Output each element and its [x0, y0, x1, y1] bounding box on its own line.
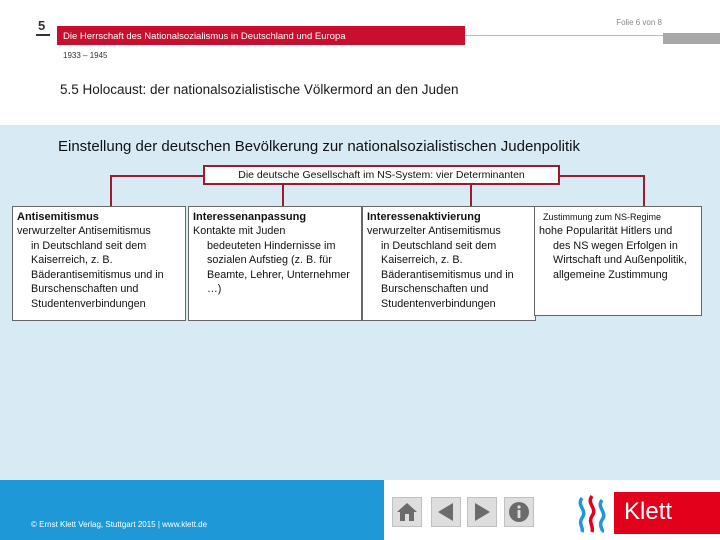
previous-button[interactable]	[431, 497, 461, 527]
determinant-box-interessenaktivierung	[362, 206, 536, 321]
determinant-text-rest: des NS wegen Erfolgen in Wirtschaft und Außenpolitik, allgemeine Zustimmung	[553, 239, 687, 281]
determinant-text-rest: bedeuteten Hindernisse im sozialen Aufstieg (z. B. für Beamte, Lehrer, Unternehmer …)	[207, 239, 350, 295]
next-icon	[471, 501, 493, 523]
chapter-underline	[36, 34, 50, 36]
klett-logo-text: Klett	[624, 498, 673, 525]
home-icon	[396, 501, 418, 523]
determinant-title: Interessenaktivierung	[367, 211, 481, 223]
slide-counter: Folie 6 von 8	[616, 18, 662, 27]
determinant-text-first: verwurzelter Antisemitismus	[17, 225, 151, 237]
klett-logo	[568, 492, 720, 534]
determinant-text-first: verwurzelter Antisemitismus	[367, 225, 501, 237]
determinant-box-antisemitismus	[12, 206, 186, 321]
info-icon	[508, 501, 530, 523]
determinants-header-box	[203, 165, 560, 185]
chapter-title-bar	[57, 26, 465, 45]
next-button[interactable]	[467, 497, 497, 527]
determinant-text-rest: in Deutschland seit dem Kaiserreich, z. B. Bäderantisemitismus und in Burschenschaften und Studentenverbindungen	[381, 239, 514, 310]
determinant-title: Antisemitismus	[17, 211, 99, 223]
determinant-title: Interessenanpassung	[193, 211, 307, 223]
title-accent-block	[663, 33, 720, 44]
determinant-title: Zustimmung zum NS-Regime	[543, 212, 662, 222]
home-button[interactable]	[392, 497, 422, 527]
klett-logo-mark-icon	[572, 492, 610, 534]
connector-left	[110, 175, 203, 177]
connector-mid-left	[282, 185, 284, 206]
copyright-text: © Ernst Klett Verlag, Stuttgart 2015 | www.klett.de	[31, 520, 208, 529]
main-heading: Einstellung der deutschen Bevölkerung zur nationalsozialistischen Judenpolitik	[58, 138, 580, 155]
determinant-text-first: hohe Popularität Hitlers und	[539, 225, 673, 237]
footer-bar	[0, 480, 384, 540]
determinant-text-first: Kontakte mit Juden	[193, 225, 286, 237]
title-divider	[465, 35, 663, 36]
connector-right-drop	[643, 175, 645, 206]
connector-mid-right	[470, 185, 472, 206]
determinant-text-rest: in Deutschland seit dem Kaiserreich, z. B. Bäderantisemitismus und in Burschenschaften und Studentenverbindungen	[31, 239, 164, 310]
connector-left-drop	[110, 175, 112, 206]
determinant-text	[367, 224, 531, 311]
determinant-box-zustimmung	[534, 206, 702, 316]
determinant-box-interessenanpassung	[188, 206, 362, 321]
section-title: 5.5 Holocaust: der nationalsozialistische Völkermord an den Juden	[60, 82, 459, 97]
chapter-title: Die Herrschaft des Nationalsozialismus in Deutschland und Europa	[63, 31, 346, 42]
previous-icon	[435, 501, 457, 523]
info-button[interactable]	[504, 497, 534, 527]
chapter-number: 5	[38, 18, 46, 33]
determinant-text	[17, 224, 181, 311]
determinant-text	[193, 224, 357, 297]
year-range: 1933 – 1945	[63, 51, 108, 60]
connector-right	[560, 175, 645, 177]
slide-header	[0, 0, 720, 125]
klett-logo-wordmark	[614, 492, 720, 534]
determinants-header: Die deutsche Gesellschaft im NS-System: vier Determinanten	[238, 169, 525, 181]
slide-footer	[0, 480, 720, 540]
determinant-text	[539, 224, 697, 282]
